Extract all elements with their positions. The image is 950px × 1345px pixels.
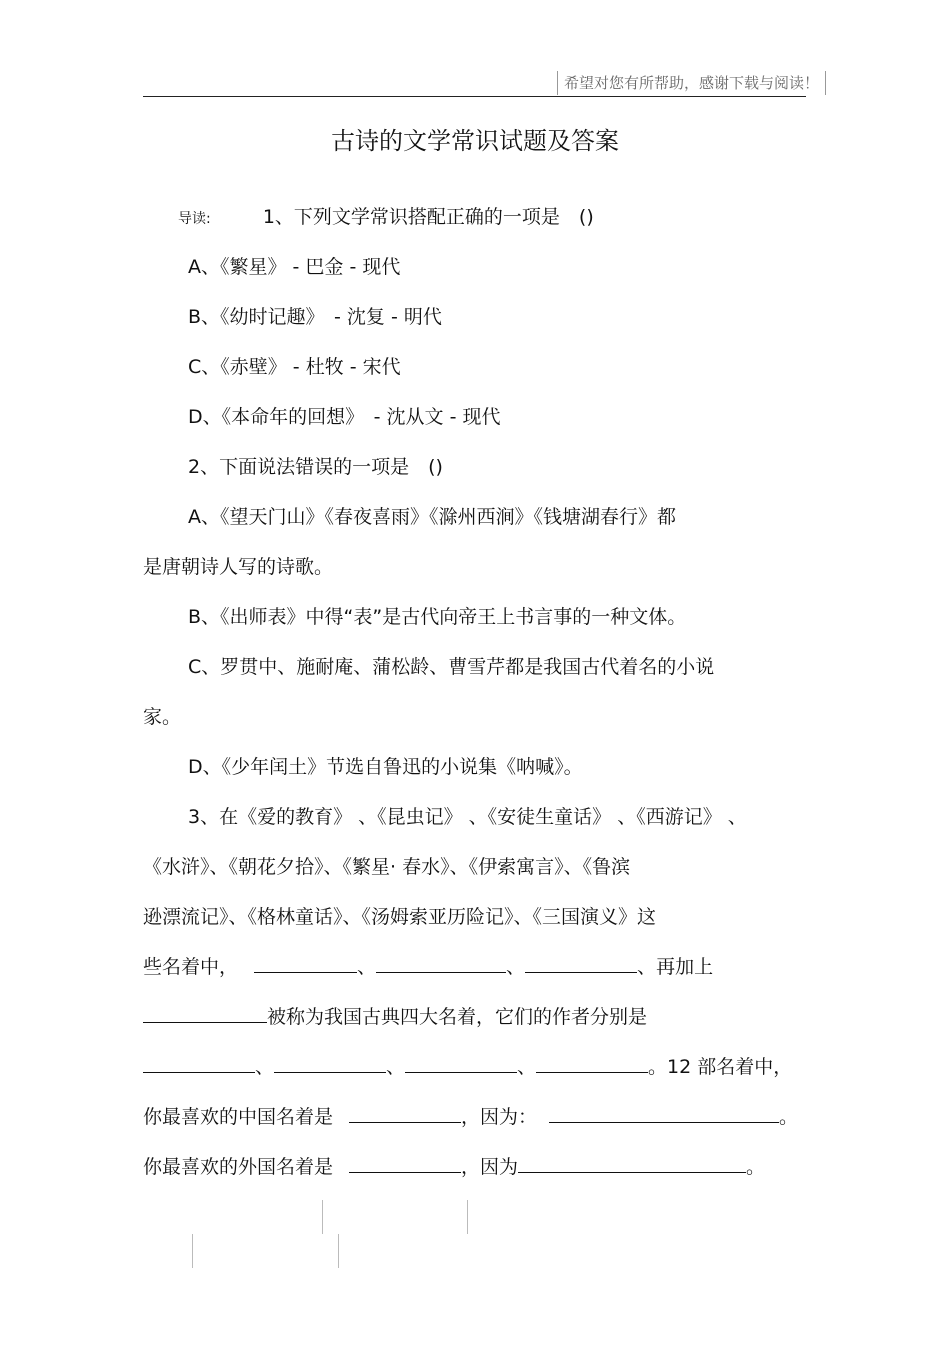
divider [322, 1200, 323, 1234]
divider [192, 1234, 193, 1268]
q3-line8-prefix: 你最喜欢的外国名着是 [143, 1156, 334, 1178]
answer-blank[interactable] [405, 1052, 517, 1073]
document-title: 古诗的文学常识试题及答案 [331, 127, 619, 155]
answer-blank[interactable] [349, 1152, 461, 1173]
answer-blank[interactable] [143, 1052, 255, 1073]
q3-line7-mid: ，因为： [461, 1106, 538, 1128]
intro-label: 导读: [178, 211, 211, 227]
comma-separator: 、 [637, 956, 657, 978]
q3-line5 [143, 1002, 647, 1032]
q3-line7-prefix: 你最喜欢的中国名着是 [143, 1106, 334, 1128]
q3-line8-mid: ，因为 [461, 1156, 519, 1178]
q2-option-c-line2: 家。 [143, 706, 182, 728]
comma-separator: 、 [506, 956, 526, 978]
q2-option-a-line2: 是唐朝诗人写的诗歌。 [143, 556, 334, 578]
answer-blank[interactable] [536, 1052, 648, 1073]
intro-line [178, 202, 594, 234]
answer-blank[interactable] [274, 1052, 386, 1073]
answer-blank[interactable] [254, 952, 357, 973]
q3-line8-end: 。 [746, 1156, 766, 1178]
q3-line7 [143, 1102, 798, 1132]
q3-line2: 《水浒》、《朝花夕拾》、《繁星· 春水》、《伊索寓言》、《鲁滨 [143, 856, 631, 878]
q1-option-d: D、《本命年的回想》 - 沈从文 - 现代 [188, 406, 501, 428]
answer-blank[interactable] [525, 952, 637, 973]
q3-line4 [143, 952, 713, 982]
comma-separator: 、 [357, 956, 377, 978]
q3-line6 [143, 1052, 792, 1082]
divider [338, 1234, 339, 1268]
header-rule [143, 96, 806, 97]
answer-blank[interactable] [549, 1102, 779, 1123]
q3-line5-text: 被称为我国古典四大名着，它们的作者分别是 [267, 1006, 648, 1028]
q1-option-b: B、《幼时记趣》 - 沈复 - 明代 [188, 306, 442, 328]
q3-line6-end: 。12 部名着中， [648, 1056, 793, 1078]
q3-line7-end: 。 [779, 1106, 799, 1128]
q2-option-b: B、《出师表》中得“表”是古代向帝王上书言事的一种文体。 [188, 606, 687, 628]
q3-line4-prefix: 些名着中， [143, 956, 239, 978]
divider [467, 1200, 468, 1234]
comma-separator: 、 [517, 1056, 537, 1078]
answer-blank[interactable] [143, 1002, 267, 1023]
q1-stem: 1、下列文学常识搭配正确的一项是 () [262, 206, 594, 228]
q2-stem: 2、下面说法错误的一项是 () [188, 456, 443, 478]
comma-separator: 、 [386, 1056, 406, 1078]
q2-option-a-line1: A、《望天门山》《春夜喜雨》《滁州西涧》《钱塘湖春行》都 [188, 506, 676, 528]
comma-separator: 、 [255, 1056, 275, 1078]
q2-option-d: D、《少年闰土》节选自鲁迅的小说集《呐喊》。 [188, 756, 583, 778]
q3-line4-suffix: 再加上 [656, 956, 714, 978]
q2-option-c-line1: C、罗贯中、施耐庵、蒲松龄、曹雪芹都是我国古代着名的小说 [188, 656, 715, 678]
answer-blank[interactable] [376, 952, 506, 973]
q1-option-c: C、《赤壁》 - 杜牧 - 宋代 [188, 356, 401, 378]
answer-blank[interactable] [518, 1152, 746, 1173]
q3-line3: 逊漂流记》、《格林童话》、《汤姆索亚历险记》、《三国演义》这 [143, 906, 657, 928]
q3-line8 [143, 1152, 765, 1182]
q3-line1: 3、在《爱的教育》 、《昆虫记》 、《安徒生童话》 、《西游记》 、 [188, 806, 747, 828]
header-tagline: 希望对您有所帮助，感谢下载与阅读！ [557, 71, 826, 95]
answer-blank[interactable] [349, 1102, 461, 1123]
q1-option-a: A、《繁星》 - 巴金 - 现代 [188, 256, 401, 278]
